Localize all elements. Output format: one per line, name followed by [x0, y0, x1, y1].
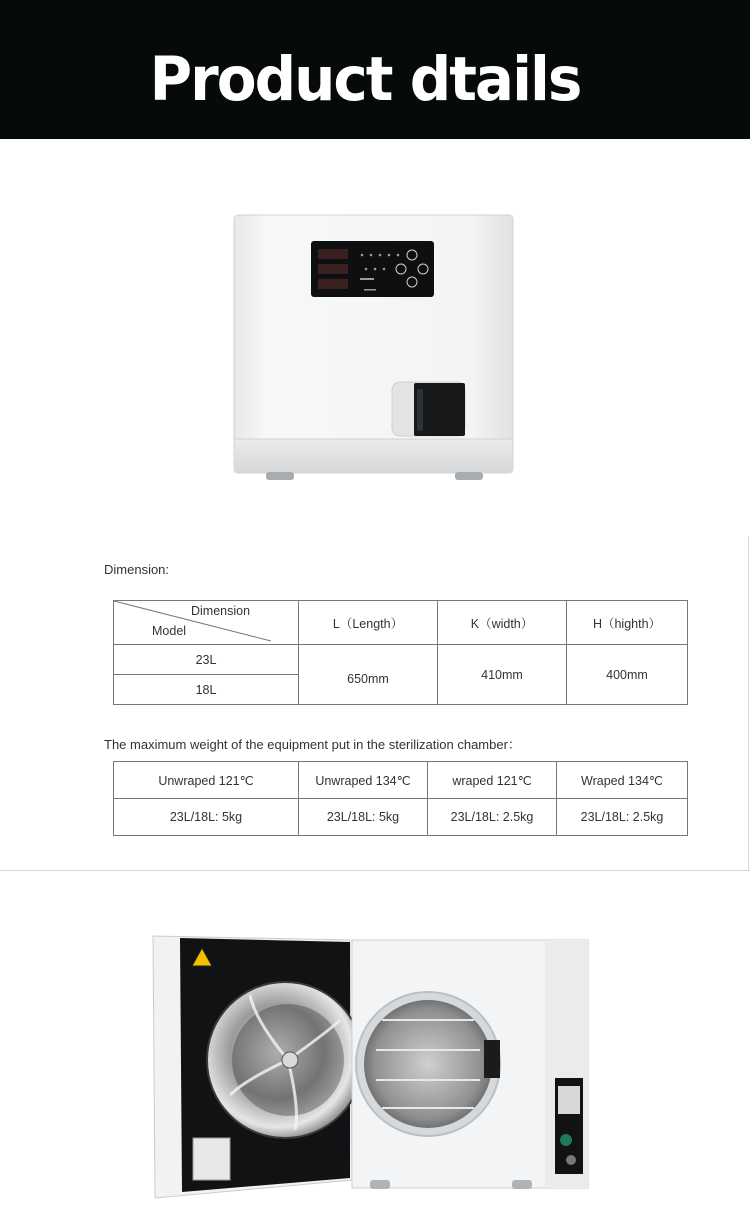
- height-value: 400mm: [567, 645, 688, 705]
- weight-value-cell: 23L/18L: 2.5kg: [557, 799, 688, 836]
- column-header-height: H（highth）: [567, 601, 688, 645]
- weight-value-cell: 23L/18L: 5kg: [299, 799, 428, 836]
- divider: [748, 536, 749, 870]
- autoclave-open-illustration: [0, 880, 750, 1220]
- column-header-length: L（Length）: [299, 601, 438, 645]
- weight-value-cell: 23L/18L: 2.5kg: [428, 799, 557, 836]
- length-value: 650mm: [299, 645, 438, 705]
- header-dimension-label: Dimension: [191, 604, 251, 618]
- header-model-label: Model: [152, 624, 187, 638]
- product-photo-closed: [0, 139, 750, 529]
- weight-header-cell: Wraped 134℃: [557, 762, 688, 799]
- table-row: [114, 799, 688, 836]
- product-photo-open: [0, 880, 750, 1220]
- weight-header-cell: Unwraped 121℃: [114, 762, 299, 799]
- model-cell: 23L: [114, 645, 299, 675]
- weight-header-cell: Unwraped 134℃: [299, 762, 428, 799]
- weight-header-cell: wraped 121℃: [428, 762, 557, 799]
- divider: [0, 870, 750, 871]
- dimension-heading: Dimension:: [104, 562, 170, 577]
- page-title: Product dtails: [149, 43, 581, 115]
- weight-table: [113, 761, 688, 836]
- dimension-table: [113, 600, 688, 705]
- weight-heading: The maximum weight of the equipment put in the sterilization chamber：: [104, 737, 521, 752]
- header-banner: [0, 0, 750, 139]
- width-value: 410mm: [438, 645, 567, 705]
- weight-value-cell: 23L/18L: 5kg: [114, 799, 299, 836]
- column-header-width: K（width）: [438, 601, 567, 645]
- table-row: [114, 762, 688, 799]
- model-cell: 18L: [114, 675, 299, 705]
- autoclave-closed-illustration: [0, 139, 750, 529]
- table-row: [114, 645, 688, 675]
- table-row: [114, 601, 688, 645]
- header-diagonal-cell: [114, 601, 299, 645]
